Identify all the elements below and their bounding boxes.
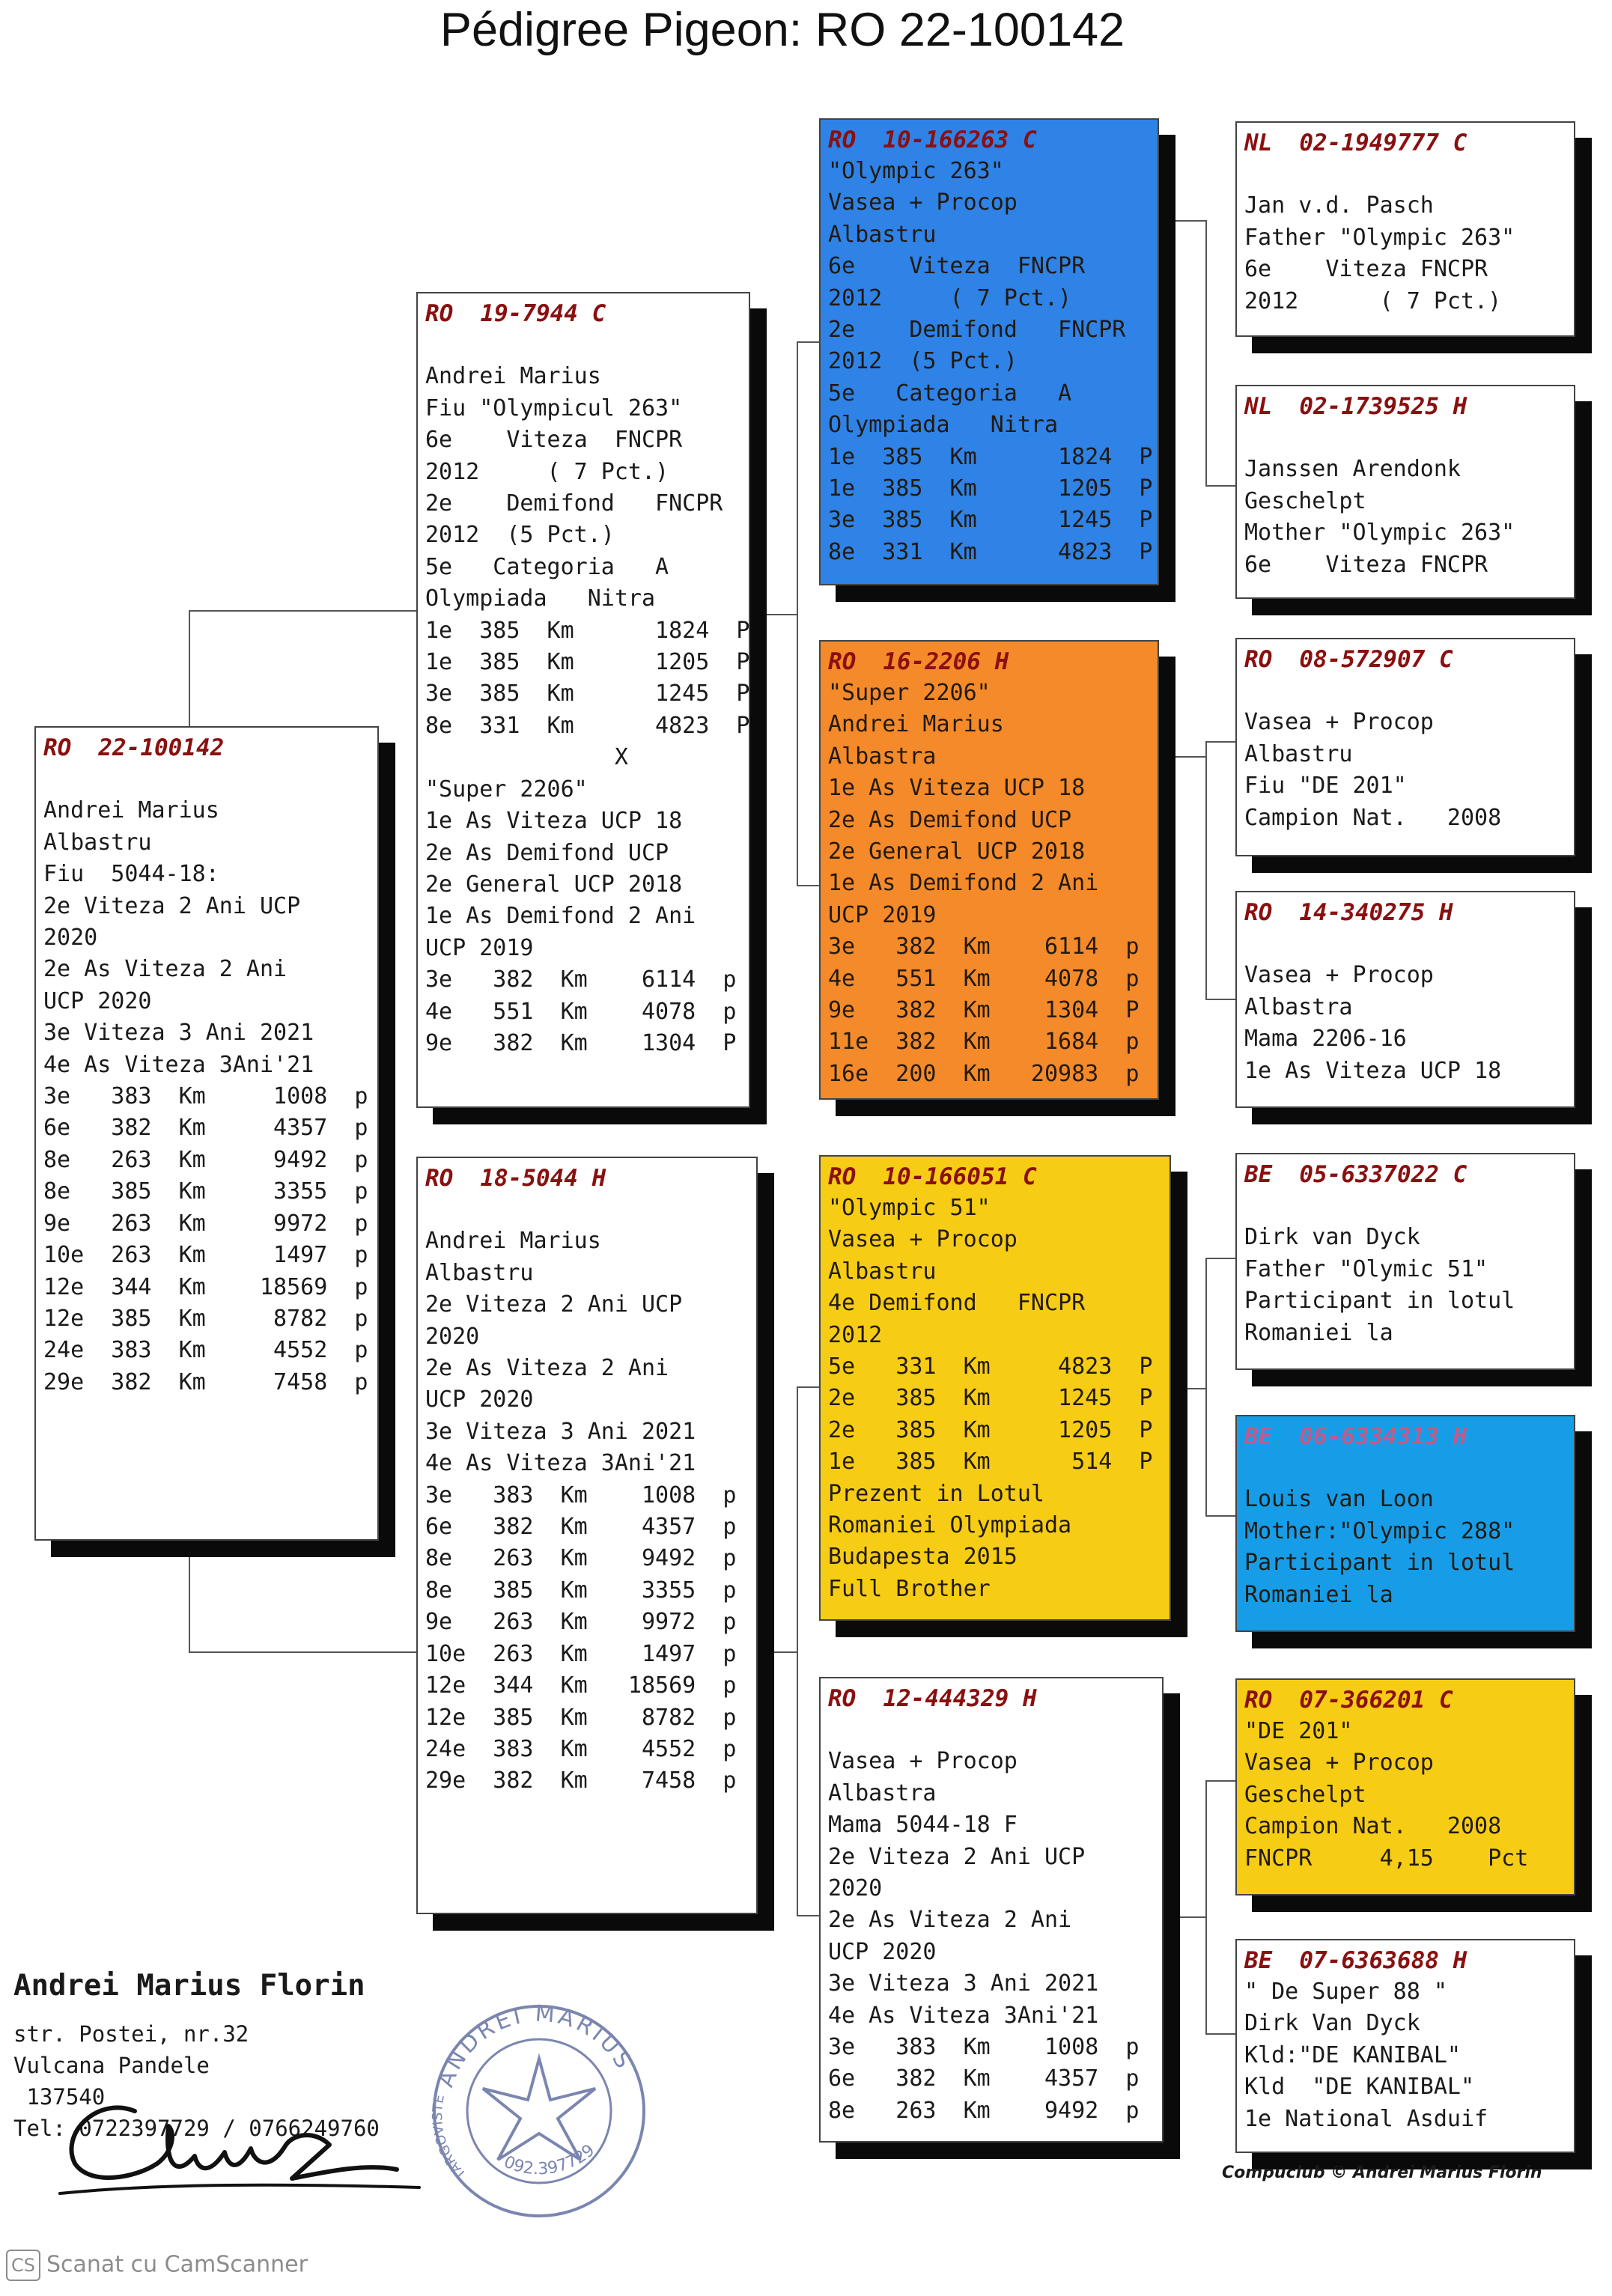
card-line: Albastru — [1244, 740, 1353, 767]
card-line — [828, 1714, 1156, 1746]
card-line: Jan v.d. Pasch — [1244, 192, 1434, 219]
card-line: 9e 263 Km 9972 p — [43, 1210, 368, 1237]
card-line: 2e Demifond FNCPR — [828, 317, 1126, 344]
card-line: 3e 385 Km 1245 P — [828, 507, 1153, 534]
svg-text:092.397729 — [501, 2141, 598, 2178]
card-line: 3e Viteza 3 Ani 2021 — [43, 1020, 314, 1047]
card-line: Kld:"DE KANIBAL" — [1244, 2041, 1461, 2068]
card-line: 9e 382 Km 1304 P — [425, 1029, 737, 1056]
card-line: Olympiada Nitra — [828, 412, 1059, 439]
card-line: Albastra — [1244, 993, 1353, 1020]
card-line: Fiu "DE 201" — [1244, 773, 1407, 800]
ring-header — [43, 732, 371, 764]
pigeon-card-father — [416, 292, 750, 1108]
ring-number: 05-6337022 C — [1299, 1161, 1467, 1188]
connector-line — [797, 1915, 819, 1916]
connector-line — [1205, 2033, 1235, 2035]
connector-line — [797, 1386, 819, 1388]
card-line: 2e 385 Km 1205 P — [828, 1416, 1153, 1443]
card-line: 8e 385 Km 3355 p — [43, 1178, 368, 1205]
card-line — [1244, 159, 1568, 190]
card-line — [1244, 422, 1568, 454]
connector-line — [189, 610, 190, 731]
card-line: 3e 385 Km 1245 P — [425, 680, 750, 707]
ring-header — [828, 1683, 1156, 1714]
owner-zip: 137540 — [13, 2084, 106, 2110]
stamp-bottom-text: 092.397729 — [501, 2140, 599, 2179]
card-line: 6e 382 Km 4357 p — [828, 2065, 1140, 2092]
card-line: Albastru — [828, 1258, 937, 1285]
card-line: 10e 263 Km 1497 p — [43, 1242, 368, 1269]
country-code: RO — [43, 734, 72, 761]
ring-header — [1244, 644, 1568, 675]
stamp-seal — [419, 1999, 659, 2223]
card-line: Campion Nat. 2008 — [1244, 1813, 1502, 1840]
card-line: 4e 551 Km 4078 p — [425, 998, 737, 1025]
pigeon-card-fmm — [1235, 891, 1575, 1108]
card-line: Albastru — [425, 1259, 534, 1286]
card-line — [1244, 1190, 1568, 1222]
card-line: Dirk Van Dyck — [1244, 2010, 1420, 2037]
card-line: Albastra — [828, 743, 937, 770]
card-line: 4e 551 Km 4078 p — [828, 965, 1140, 992]
card-line: 2e As Demifond UCP — [828, 806, 1072, 833]
card-line: Kld "DE KANIBAL" — [1244, 2074, 1475, 2101]
ring-number: 06-6334313 H — [1299, 1423, 1467, 1450]
country-code: RO — [1244, 1687, 1273, 1714]
connector-line — [1183, 1388, 1205, 1389]
country-code: BE — [1244, 1423, 1273, 1450]
card-line: Vasea + Procop — [1244, 962, 1434, 989]
connector-line — [1178, 1916, 1205, 1918]
card-line: 1e 385 Km 514 P — [828, 1449, 1153, 1476]
card-line — [1244, 1452, 1568, 1484]
country-code: RO — [1244, 646, 1273, 673]
pigeon-card-fmf — [1235, 638, 1575, 856]
card-line: 8e 331 Km 4823 P — [425, 712, 750, 739]
country-code: RO — [425, 300, 454, 327]
ring-header — [1244, 1945, 1568, 1976]
card-line: Mama 5044-18 F — [828, 1812, 1018, 1839]
card-line: 2012 ( 7 Pct.) — [828, 284, 1072, 311]
card-line: Dirk van Dyck — [1244, 1224, 1420, 1251]
connector-line — [1205, 485, 1235, 487]
card-line: 9e 382 Km 1304 P — [828, 997, 1140, 1024]
card-line: 5e 331 Km 4823 P — [828, 1353, 1153, 1380]
owner-street: str. Postei, nr.32 — [13, 2021, 249, 2047]
card-line: Vasea + Procop — [828, 1226, 1018, 1253]
pigeon-card-mmm — [1235, 1939, 1575, 2153]
card-line: Prezent in Lotul — [828, 1480, 1044, 1507]
card-line — [425, 1194, 750, 1225]
pigeon-card-father-mother — [819, 640, 1159, 1100]
ring-header — [1244, 1159, 1568, 1190]
card-line: "Super 2206" — [425, 776, 588, 803]
card-line: 11e 382 Km 1684 p — [828, 1029, 1140, 1056]
card-line: 1e 385 Km 1824 P — [425, 617, 750, 644]
connector-line — [1205, 1515, 1235, 1517]
card-line: 24e 383 Km 4552 p — [43, 1337, 368, 1364]
card-line: 4e Demifond FNCPR — [828, 1290, 1086, 1317]
card-line: 1e As Viteza UCP 18 — [1244, 1057, 1502, 1084]
card-line: 29e 382 Km 7458 p — [425, 1767, 737, 1794]
connector-line — [1205, 999, 1235, 1000]
pigeon-card-mmf — [1235, 1678, 1575, 1895]
card-line: Mother:"Olympic 288" — [1244, 1517, 1515, 1544]
camscanner-logo-icon: CS — [6, 2250, 40, 2281]
card-line: 3e 382 Km 6114 p — [828, 934, 1140, 960]
card-line: 8e 331 Km 4823 P — [828, 538, 1153, 565]
card-line: Father "Olympic 263" — [1244, 224, 1515, 251]
card-line: 2e Demifond FNCPR — [425, 490, 723, 517]
ring-number: 02-1949777 C — [1299, 130, 1467, 156]
card-line: Vasea + Procop — [828, 189, 1018, 216]
page-title: Pédigree Pigeon: RO 22-100142 — [440, 4, 1125, 56]
card-line: 3e Viteza 3 Ani 2021 — [828, 1970, 1099, 1997]
pigeon-card-subject — [34, 726, 379, 1541]
card-line: Mama 2206-16 — [1244, 1026, 1407, 1053]
ring-number: 22-100142 — [98, 734, 225, 761]
connector-line — [1205, 1258, 1235, 1259]
card-line: Mother "Olympic 263" — [1244, 520, 1515, 546]
card-line: Albastru — [43, 829, 152, 856]
card-line: Participant in lotul — [1244, 1288, 1515, 1315]
card-line: 12e 344 Km 18569 p — [425, 1672, 737, 1699]
card-line: Vasea + Procop — [1244, 1750, 1434, 1776]
pigeon-card-mother-mother — [819, 1677, 1164, 2143]
card-line: UCP 2020 — [43, 987, 152, 1014]
card-line: 8e 263 Km 9492 p — [425, 1545, 737, 1572]
country-code: RO — [828, 648, 857, 675]
connector-line — [764, 1651, 797, 1653]
connector-line — [797, 1386, 798, 1916]
card-line: Andrei Marius — [425, 363, 601, 390]
card-line: "Olympic 51" — [828, 1195, 991, 1221]
card-line: 16e 200 Km 20983 p — [828, 1060, 1140, 1087]
card-line: 4e As Viteza 3Ani'21 — [425, 1450, 696, 1477]
card-line: 3e 382 Km 6114 p — [425, 966, 737, 993]
card-line: 2e As Viteza 2 Ani — [828, 1907, 1072, 1934]
connector-line — [1205, 1780, 1235, 1782]
card-line: UCP 2020 — [828, 1938, 937, 1965]
ring-number: 07-366201 C — [1299, 1687, 1453, 1714]
card-line: 8e 263 Km 9492 p — [828, 2097, 1140, 2124]
card-line: Romaniei Olympiada — [828, 1512, 1072, 1539]
card-line: " De Super 88 " — [1244, 1979, 1447, 2005]
country-code: RO — [425, 1165, 454, 1192]
country-code: RO — [1244, 899, 1273, 926]
card-line: 2e Viteza 2 Ani UCP — [425, 1291, 683, 1318]
country-code: NL — [1244, 393, 1273, 420]
card-line: UCP 2019 — [828, 901, 937, 928]
card-line: 6e 382 Km 4357 p — [425, 1514, 737, 1541]
card-line: 2e General UCP 2018 — [425, 871, 683, 898]
card-line: Participant in lotul — [1244, 1550, 1515, 1577]
pigeon-card-mff — [1235, 1153, 1575, 1370]
card-line: 2012 — [828, 1321, 883, 1348]
card-line: UCP 2020 — [425, 1386, 534, 1413]
card-line: Father "Olymic 51" — [1244, 1255, 1488, 1282]
card-line: 12e 385 Km 8782 p — [43, 1305, 368, 1332]
card-line: Full Brother — [828, 1575, 991, 1602]
ring-number: 18-5044 H — [480, 1165, 606, 1192]
ring-number: 07-6363688 H — [1299, 1947, 1467, 1974]
connector-line — [189, 610, 416, 612]
card-line: 3e 383 Km 1008 p — [425, 1482, 737, 1508]
connector-line — [797, 885, 819, 886]
owner-city: Vulcana Pandele — [13, 2053, 210, 2078]
card-line: Romaniei la — [1244, 1581, 1393, 1608]
card-line: 2020 — [425, 1323, 480, 1350]
card-line: 2e As Viteza 2 Ani — [425, 1355, 669, 1382]
ring-header — [828, 646, 1152, 677]
card-line: Geschelpt — [1244, 487, 1366, 514]
card-line: "Super 2206" — [828, 680, 991, 706]
connector-line — [797, 341, 819, 343]
card-line: 6e Viteza FNCPR — [828, 253, 1086, 280]
connector-line — [1205, 741, 1207, 1000]
card-line: 2012 (5 Pct.) — [425, 522, 615, 549]
ring-header — [1244, 897, 1568, 928]
card-line — [425, 329, 743, 361]
card-line: 2e As Demifond UCP — [425, 839, 669, 866]
card-line: "Olympic 263" — [828, 158, 1004, 184]
card-line: 2e As Viteza 2 Ani — [43, 956, 288, 983]
card-line: 3e 383 Km 1008 p — [828, 2034, 1140, 2061]
card-line: 29e 382 Km 7458 p — [43, 1368, 368, 1395]
country-code: RO — [828, 1163, 857, 1190]
ring-number: 10-166051 C — [883, 1163, 1037, 1190]
card-line: Campion Nat. 2008 — [1244, 804, 1502, 831]
card-line: 1e As Viteza UCP 18 — [828, 775, 1086, 802]
ring-header — [828, 124, 1152, 156]
card-line: UCP 2019 — [425, 934, 534, 961]
signature-scribble — [45, 2081, 434, 2208]
ring-number: 19-7944 C — [480, 300, 606, 327]
country-code: RO — [828, 127, 857, 153]
card-line: Geschelpt — [1244, 1781, 1366, 1808]
card-line: 5e Categoria A — [828, 380, 1072, 406]
ring-header — [828, 1161, 1164, 1193]
svg-text:TARGOVISTE — [430, 2093, 470, 2182]
card-line: Andrei Marius — [828, 711, 1004, 738]
card-line: Fiu 5044-18: — [43, 861, 219, 888]
ring-number: 08-572907 C — [1299, 646, 1453, 673]
ring-number: 14-340275 H — [1299, 899, 1453, 926]
connector-line — [1168, 220, 1205, 222]
card-line: 2020 — [828, 1875, 883, 1902]
country-code: RO — [828, 1685, 857, 1712]
scan-watermark — [6, 2250, 308, 2281]
connector-line — [797, 341, 798, 886]
card-line: 3e 383 Km 1008 p — [43, 1083, 368, 1110]
card-line: 4e As Viteza 3Ani'21 — [43, 1051, 314, 1078]
ring-header — [1244, 1421, 1568, 1452]
scan-label: Scanat cu CamScanner — [46, 2251, 308, 2278]
footer-credit: Compuclub © Andrei Marius Florin — [1222, 2163, 1542, 2182]
pigeon-card-fff — [1235, 121, 1575, 337]
connector-line — [1205, 1780, 1207, 2035]
card-line: 2012 ( 7 Pct.) — [425, 458, 669, 485]
card-line: 2e Viteza 2 Ani UCP — [43, 892, 301, 919]
stamp-left-text: TARGOVISTE — [430, 2093, 470, 2183]
card-line: 6e Viteza FNCPR — [1244, 551, 1488, 578]
card-line: 6e Viteza FNCPR — [1244, 256, 1488, 283]
pigeon-card-father-father — [819, 118, 1159, 585]
card-line: 6e 382 Km 4357 p — [43, 1115, 368, 1142]
card-line: 12e 344 Km 18569 p — [43, 1273, 368, 1300]
card-line: 6e Viteza FNCPR — [425, 427, 683, 454]
card-line: Andrei Marius — [43, 797, 219, 824]
pigeon-card-mfm — [1235, 1415, 1575, 1632]
card-line: 3e Viteza 3 Ani 2021 — [425, 1418, 696, 1445]
card-line: 1e National Asduif — [1244, 2105, 1488, 2132]
card-line: 24e 383 Km 4552 p — [425, 1735, 737, 1762]
card-line: 2e General UCP 2018 — [828, 838, 1086, 865]
card-line: FNCPR 4,15 Pct — [1244, 1845, 1529, 1872]
card-line: Albastru — [828, 221, 937, 248]
owner-name: Andrei Marius Florin — [13, 1969, 365, 2003]
connector-line — [749, 614, 797, 615]
pigeon-card-mother — [416, 1157, 758, 1914]
card-line: 2012 (5 Pct.) — [828, 348, 1018, 375]
ring-header — [1244, 1684, 1568, 1716]
country-code: BE — [1244, 1161, 1273, 1188]
card-line: Fiu "Olympicul 263" — [425, 395, 683, 421]
card-line: 8e 385 Km 3355 p — [425, 1577, 737, 1604]
ring-header — [425, 298, 743, 329]
card-line: Janssen Arendonk — [1244, 456, 1461, 483]
card-line: Albastra — [828, 1779, 937, 1806]
ring-number: 10-166263 C — [883, 127, 1037, 153]
card-line: "DE 201" — [1244, 1718, 1353, 1744]
card-line: 1e As Demifond 2 Ani — [828, 870, 1099, 897]
pigeon-card-ffm — [1235, 385, 1575, 599]
card-line — [1244, 928, 1568, 960]
connector-line — [1205, 1258, 1207, 1517]
card-line: 12e 385 Km 8782 p — [425, 1704, 737, 1731]
card-line: Budapesta 2015 — [828, 1544, 1018, 1571]
ring-number: 16-2206 H — [883, 648, 1009, 675]
stamp-top-text: ANDREI MARIUS — [432, 2000, 639, 2091]
card-line — [43, 764, 371, 795]
card-line: X — [425, 744, 628, 771]
connector-line — [189, 1651, 416, 1653]
owner-phone: Tel: 0722397729 / 0766249760 — [13, 2116, 380, 2141]
ring-number: 02-1739525 H — [1299, 393, 1467, 420]
card-line: 10e 263 Km 1497 p — [425, 1640, 737, 1667]
country-code: NL — [1244, 130, 1273, 156]
card-line: Vasea + Procop — [828, 1748, 1018, 1775]
card-line: Vasea + Procop — [1244, 709, 1434, 736]
card-line: Andrei Marius — [425, 1228, 601, 1255]
card-line: 2020 — [43, 925, 98, 951]
ring-number: 12-444329 H — [883, 1685, 1037, 1712]
card-line — [1244, 675, 1568, 707]
card-line: 8e 263 Km 9492 p — [43, 1146, 368, 1173]
card-line: 9e 263 Km 9972 p — [425, 1609, 737, 1636]
ring-header — [1244, 127, 1568, 159]
card-line: 4e As Viteza 3Ani'21 — [828, 2002, 1099, 2029]
country-code: BE — [1244, 1947, 1273, 1974]
ring-header — [1244, 391, 1568, 422]
card-line: 5e Categoria A — [425, 553, 669, 580]
card-line: Louis van Loon — [1244, 1486, 1434, 1513]
card-line: Romaniei la — [1244, 1319, 1393, 1346]
card-line: 2e 385 Km 1245 P — [828, 1385, 1153, 1412]
card-line: 1e As Viteza UCP 18 — [425, 808, 683, 835]
connector-line — [1205, 741, 1235, 743]
card-line: Olympiada Nitra — [425, 585, 656, 612]
connector-line — [189, 1556, 190, 1653]
card-line: 2e Viteza 2 Ani UCP — [828, 1843, 1086, 1870]
card-line: 2012 ( 7 Pct.) — [1244, 287, 1502, 314]
pigeon-card-mother-father — [819, 1155, 1171, 1621]
card-line: 1e As Demifond 2 Ani — [425, 903, 696, 930]
ring-header — [425, 1163, 750, 1194]
card-line: 1e 385 Km 1205 P — [828, 475, 1153, 502]
card-line: 1e 385 Km 1205 P — [425, 649, 750, 676]
card-line: 1e 385 Km 1824 P — [828, 443, 1153, 470]
connector-line — [1205, 220, 1207, 487]
